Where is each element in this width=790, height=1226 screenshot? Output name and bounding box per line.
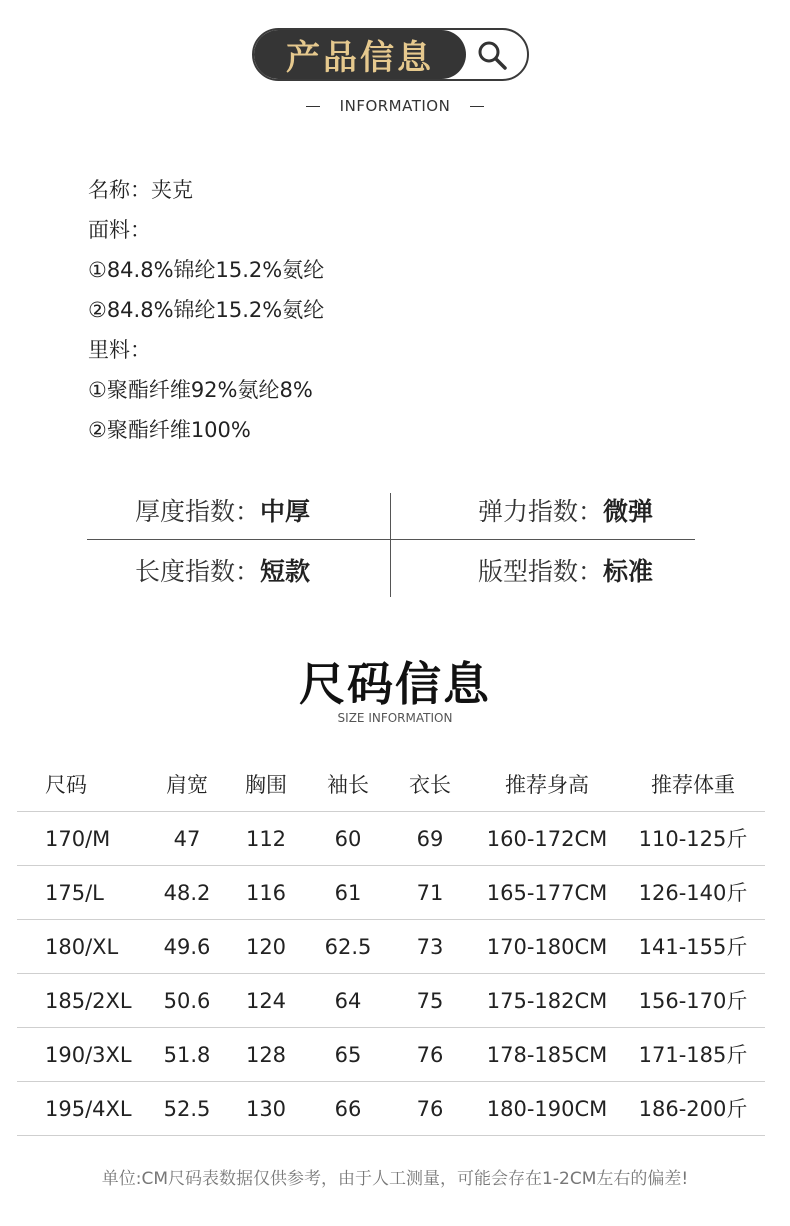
header-size: 尺码 <box>45 773 87 797</box>
info-line-fabric-label: 面料： <box>88 218 151 242</box>
product-info <box>88 170 324 450</box>
grid-divider-vertical <box>390 493 391 597</box>
attr-label: 厚度指数： <box>134 497 260 526</box>
header-length: 衣长 <box>409 773 451 797</box>
cell-chest: 120 <box>245 935 287 959</box>
table-row <box>17 974 765 1028</box>
cell-length: 69 <box>416 827 444 851</box>
cell-length: 73 <box>416 935 444 959</box>
attr-label: 弹力指数： <box>477 497 603 526</box>
cell-shoulder: 47 <box>173 827 201 851</box>
attr-thickness <box>135 492 310 528</box>
cell-size: 195/4XL <box>45 1097 132 1121</box>
cell-size: 180/XL <box>45 935 119 959</box>
info-line-lining-label: 里料： <box>88 338 151 362</box>
cell-shoulder: 52.5 <box>163 1097 211 1121</box>
cell-weight: 126-140斤 <box>638 881 748 905</box>
cell-height: 178-185CM <box>486 1043 608 1067</box>
cell-sleeve: 60 <box>334 827 362 851</box>
info-line-name: 名称：夹克 <box>88 178 193 202</box>
size-section-title: 尺码信息 <box>299 657 491 711</box>
cell-weight: 110-125斤 <box>638 827 748 851</box>
cell-size: 190/3XL <box>45 1043 132 1067</box>
attr-label: 长度指数： <box>134 557 260 586</box>
header-sleeve: 袖长 <box>327 773 369 797</box>
divider-dash-left <box>306 106 320 107</box>
cell-length: 71 <box>416 881 444 905</box>
cell-size: 170/M <box>45 827 111 851</box>
header-pill <box>252 28 529 81</box>
cell-height: 175-182CM <box>486 989 608 1013</box>
cell-weight: 141-155斤 <box>638 935 748 959</box>
cell-weight: 171-185斤 <box>638 1043 748 1067</box>
cell-sleeve: 66 <box>334 1097 362 1121</box>
info-line-fabric-2: ②84.8%锦纶15.2%氨纶 <box>88 298 325 322</box>
attr-value: 中厚 <box>259 497 310 526</box>
attr-elasticity <box>478 492 653 528</box>
cell-height: 160-172CM <box>486 827 608 851</box>
header-subtitle <box>0 97 790 115</box>
table-row <box>17 1082 765 1136</box>
attr-label: 版型指数： <box>477 557 603 586</box>
table-header-row <box>17 758 765 812</box>
page-title: 产品信息 <box>286 38 434 78</box>
cell-length: 75 <box>416 989 444 1013</box>
measurement-note: 单位:CM尺码表数据仅供参考，由于人工测量，可能会存在1-2CM左右的偏差! <box>101 1169 689 1189</box>
cell-height: 170-180CM <box>486 935 608 959</box>
header-shoulder: 肩宽 <box>166 773 208 797</box>
table-row <box>17 920 765 974</box>
cell-height: 180-190CM <box>486 1097 608 1121</box>
cell-weight: 186-200斤 <box>638 1097 748 1121</box>
header-chest: 胸围 <box>245 773 287 797</box>
cell-chest: 112 <box>245 827 287 851</box>
cell-sleeve: 61 <box>334 881 362 905</box>
attribute-grid <box>87 485 695 597</box>
size-table <box>17 758 765 1136</box>
cell-size: 175/L <box>45 881 104 905</box>
cell-size: 185/2XL <box>45 989 132 1013</box>
cell-sleeve: 64 <box>334 989 362 1013</box>
cell-length: 76 <box>416 1097 444 1121</box>
header-weight: 推荐体重 <box>651 773 735 797</box>
table-row <box>17 812 765 866</box>
info-line-fabric-1: ①84.8%锦纶15.2%氨纶 <box>88 258 325 282</box>
attr-value: 短款 <box>259 557 310 586</box>
cell-chest: 124 <box>245 989 287 1013</box>
cell-chest: 130 <box>245 1097 287 1121</box>
attr-value: 标准 <box>602 557 653 586</box>
cell-height: 165-177CM <box>486 881 608 905</box>
table-row <box>17 866 765 920</box>
header-height: 推荐身高 <box>505 773 589 797</box>
attr-length <box>135 552 310 588</box>
cell-shoulder: 51.8 <box>163 1043 211 1067</box>
grid-divider-horizontal <box>87 539 695 540</box>
cell-length: 76 <box>416 1043 444 1067</box>
attr-value: 微弹 <box>602 497 653 526</box>
cell-shoulder: 48.2 <box>163 881 211 905</box>
attr-fit <box>478 552 653 588</box>
subtitle-text: INFORMATION <box>339 97 451 115</box>
search-icon <box>475 38 509 72</box>
size-section-subtitle: SIZE INFORMATION <box>337 711 453 725</box>
cell-shoulder: 50.6 <box>163 989 211 1013</box>
table-row <box>17 1028 765 1082</box>
cell-chest: 116 <box>245 881 287 905</box>
cell-chest: 128 <box>245 1043 287 1067</box>
header-title-block <box>254 30 466 79</box>
info-line-lining-2: ②聚酯纤维100% <box>88 418 251 442</box>
info-line-lining-1: ①聚酯纤维92%氨纶8% <box>88 378 313 402</box>
divider-dash-right <box>470 106 484 107</box>
cell-sleeve: 62.5 <box>324 935 372 959</box>
cell-sleeve: 65 <box>334 1043 362 1067</box>
cell-shoulder: 49.6 <box>163 935 211 959</box>
cell-weight: 156-170斤 <box>638 989 748 1013</box>
